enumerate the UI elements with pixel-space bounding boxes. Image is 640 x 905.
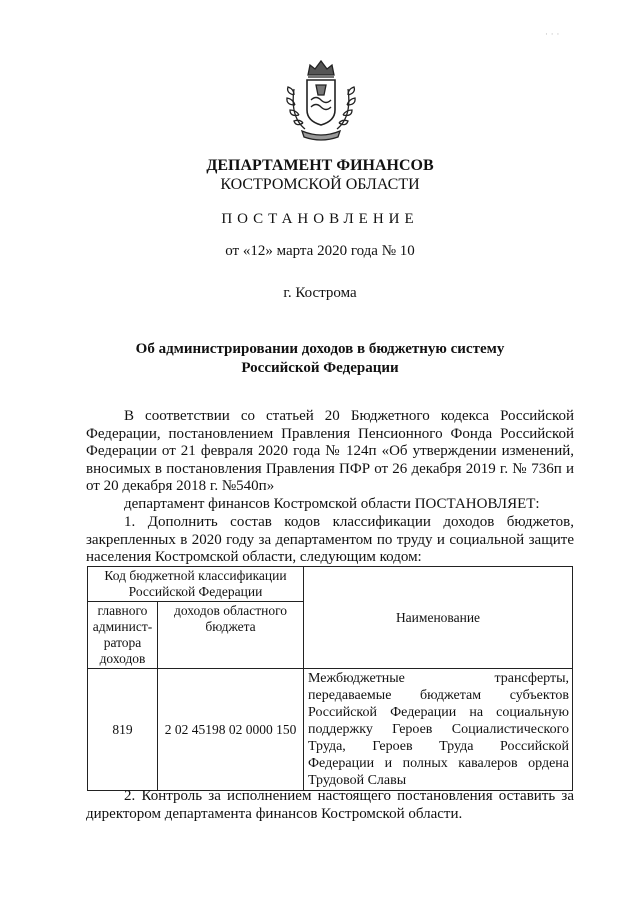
classification-codes-table (87, 566, 573, 791)
document-date: от «12» марта 2020 года № 10 (225, 243, 415, 259)
clause-1-paragraph: 1. Дополнить состав кодов классификации доходов бюджетов, закрепленных в 2020 году за департаментом по труду и социальной защите населения Костромской области, следующим кодом: (86, 514, 574, 565)
resolution-paragraph: департамент финансов Костромской области ПОСТАНОВЛЯЕТ: (124, 496, 540, 512)
income-code-cell: 2 02 45198 02 0000 150 (158, 669, 304, 791)
header-code-cell: Код бюджетной классификации Российской Федерации (88, 567, 304, 602)
department-region: КОСТРОМСКОЙ ОБЛАСТИ (220, 176, 420, 193)
clause-2-paragraph: 2. Контроль за исполнением настоящего постановления оставить за директором департамента финансов Костромской области. (86, 788, 574, 822)
income-name-cell: Межбюджетные трансферты, передаваемые бюджетам субъектов Российской Федерации на социальную поддержку Героев Социалистического Труда, Героев Труда Российской Федерации и полных кавалеров ордена Трудовой Славы (304, 669, 573, 791)
corner-mark: · · · (545, 30, 560, 40)
document-city: г. Кострома (283, 285, 357, 301)
department-name: ДЕПАРТАМЕНТ ФИНАНСОВ (206, 157, 434, 174)
admin-code-cell: 819 (88, 669, 158, 791)
document-type: ПОСТАНОВЛЕНИЕ (221, 211, 419, 227)
document-title-line2: Российской Федерации (241, 360, 399, 376)
table-header-row (88, 567, 573, 602)
document-title (0, 340, 640, 378)
kostroma-coat-of-arms-icon (278, 55, 364, 143)
header-income-cell: доходов областного бюджета (158, 602, 304, 669)
header-name-cell: Наименование (304, 567, 573, 669)
document-title-line1: Об администрировании доходов в бюджетную систему (135, 341, 505, 357)
header-admin-cell: главного админист-ратора доходов (88, 602, 158, 669)
table-row (88, 669, 573, 791)
preamble-paragraph: В соответствии со статьей 20 Бюджетного кодекса Российской Федерации, постановлением Правления Пенсионного Фонда Российской Федерации от 21 февраля 2020 года № 124п «Об утверждении изменений, вносимых в постановления Правления ПФР от 26 декабря 2019 г. № 736п и от 20 декабря 2018 г. №540п» (86, 408, 574, 494)
